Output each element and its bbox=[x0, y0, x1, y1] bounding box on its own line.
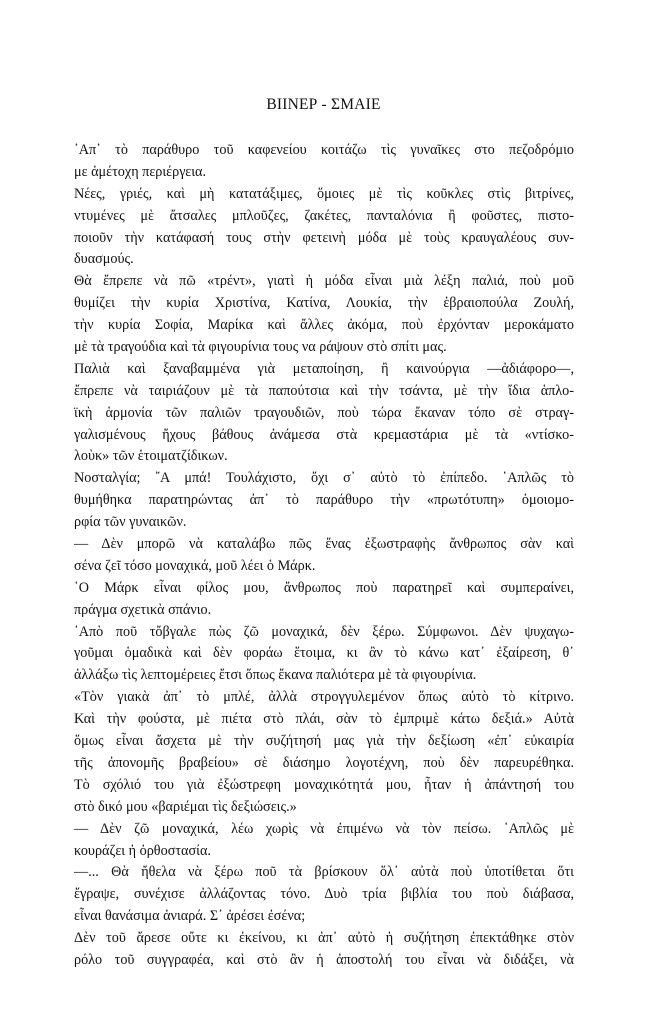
text-line: γαλισμένους ἤχους βάθους ἀνάμεσα στὰ κρεμαστάρια μὲ τὰ «ντίσκο- bbox=[74, 426, 574, 443]
text-line: ἔπρεπε νὰ ταιριάζουν μὲ τὰ παπούτσια καὶ τὴν τσάντα, μὲ τὴν ἴδια ἁπλο- bbox=[74, 382, 574, 399]
text-line: ᾿Απὸ ποῦ τὄβγαλε πὼς ζῶ μοναχικά, δὲν ξέρω. Σύμφωνοι. Δὲν ψυχαγω- bbox=[74, 623, 574, 640]
text-line: ἀλλάξω τὶς λεπτομέρειες ἔτσι ὅπως ἔκανα παλιότερα μὲ τὰ φιγουρίνια. bbox=[74, 667, 477, 684]
text-line: Τὸ σχόλιό του γιὰ ἐξώστρεφη μοναχικότητά μου, ἦταν ἡ ἀπάντησή του bbox=[74, 776, 574, 793]
text-line: πράγμα σχετικὰ σπάνιο. bbox=[74, 601, 212, 618]
text-line: Νέες, γριές, καὶ μὴ κατατάξιμες, ὅμοιες μὲ τὶς κοῦκλες στὶς βιτρίνες, bbox=[74, 185, 574, 202]
text-line: σένα ζεῖ τόσο μοναχικά, μοῦ λέει ὁ Μάρκ. bbox=[74, 557, 316, 574]
text-line: Θὰ ἔπρεπε νὰ πῶ «τρέντ», γιατὶ ἡ μόδα εἶναι μιὰ λέξη παλιά, ποὺ μοῦ bbox=[74, 273, 574, 290]
text-line: τὴν κυρία Σοφία, Μαρίκα καὶ ἄλλες ἀκόμα, ποὺ ἐρχόνταν μεροκάματο bbox=[74, 317, 574, 334]
text-line: τῆς ἀπονομῆς βραβείου» σὲ διάσημο λογοτέχνη, ποὺ δὲν παρευρέθηκα. bbox=[74, 754, 574, 771]
text-line: ρφία τῶν γυναικῶν. bbox=[74, 514, 187, 531]
text-line: ποιοῦν τὴν κατάφασή τους στὴν φετεινὴ μόδα μὲ τοὺς κραυγαλέους συν- bbox=[74, 229, 574, 246]
text-line: μὲ τὰ τραγούδια καὶ τὰ φιγουρίνια τους να ράψουν στὸ σπίτι μας. bbox=[74, 339, 447, 356]
text-line: ντυμένες μὲ ἄτσαλες μπλοῦζες, ζακέτες, πανταλόνια ἢ φοῦστες, πιστο- bbox=[74, 207, 574, 224]
text-line: ᾿Απ᾿ τὸ παράθυρο τοῦ καφενείου κοιτάζω τὶς γυναῖκες στο πεζοδρόμιο bbox=[74, 142, 574, 158]
text-line: ϊκὴ ἁρμονία τῶν παλιῶν τραγουδιῶν, ποὺ τώρα ἔκαναν τόπο σὲ στραγ- bbox=[74, 404, 574, 421]
text-line: γοῦμαι ὁμαδικὰ καὶ δὲν φοράω ἕτοιμα, κι ἂν τὸ κάνω κατ᾿ ἐξαίρεση, θ᾿ bbox=[74, 645, 574, 662]
text-line: «Τὸν γιακὰ ἀπ᾿ τὸ μπλέ, ἀλλὰ στρογγυλεμένον ὅπως αὐτὸ τὸ κίτρινο. bbox=[74, 689, 574, 706]
text-line: — Δὲν μπορῶ νὰ καταλάβω πῶς ἕνας ἐξωστραφὴς ἄνθρωπος σὰν καὶ bbox=[74, 536, 574, 553]
text-line: ῾Ο Μάρκ εἶναι φίλος μου, ἄνθρωπος ποὺ παρατηρεῖ καὶ συμπεραίνει, bbox=[74, 579, 574, 596]
text-line: —... Θὰ ἤθελα νὰ ξέρω ποῦ τὰ βρίσκουν ὅλ᾿ αὐτὰ ποὺ ὑποτίθεται ὅτι bbox=[74, 864, 574, 881]
text-line: θυμίζει τὴν κυρία Χριστίνα, Κατίνα, Λουκία, τὴν ἑβραιοπούλα Ζουλή, bbox=[74, 295, 574, 312]
text-line: Παλιὰ καὶ ξαναβαμμένα γιὰ μεταποίηση, ἢ καινούργια —ἀδιάφορο—, bbox=[74, 360, 574, 377]
text-line: κουράζει ἡ ὀρθοστασία. bbox=[74, 842, 211, 859]
text-line: ὅμως εἶναι ἄσχετα μὲ τὴν συζήτησή μας γιὰ τὴν δεξίωση «ἐπ᾿ εὐκαιρία bbox=[74, 733, 574, 750]
text-line: Καὶ τὴν φούστα, μὲ πιέτα στὸ πλάι, σὰν τὸ ἐμπριμὲ κάτω δεξιά.» Αὐτὰ bbox=[74, 711, 574, 728]
text-line: — Δὲν ζῶ μοναχικά, λέω χωρὶς νὰ ἐπιμένω νὰ τὸν πείσω. ῾Απλῶς μὲ bbox=[74, 820, 574, 837]
text-line: θυμήθηκα παρατηρώντας ἀπ᾿ τὸ παράθυρο τὴν «πρωτότυπη» ὁμοιομο- bbox=[74, 492, 574, 509]
text-line: δυασμούς. bbox=[74, 251, 134, 268]
text-line: στὸ δικό μου «βαριέμαι τὶς δεξιώσεις.» bbox=[74, 798, 297, 815]
text-line: εἶναι θανάσιμα ἀνιαρά. Σ᾿ ἀρέσει ἐσένα; bbox=[74, 908, 306, 925]
text-line: ρόλο τοῦ συγγραφέα, καὶ στὸ ἂν ἡ ἀποστολή του εἶναι νὰ διδάξει, νὰ bbox=[74, 951, 574, 968]
text-line: με ἀμέτοχη περιέργεια. bbox=[74, 163, 207, 180]
body-text bbox=[74, 140, 574, 972]
text-line: λοὺκ» τῶν ἑτοιματζίδικων. bbox=[74, 448, 228, 465]
text-line: Νοσταλγία; ῎Α μπά! Τουλάχιστο, ὄχι σ᾿ αὐτὸ τὸ ἐπίπεδο. ῾Απλῶς τὸ bbox=[74, 470, 574, 487]
chapter-title: ΒΙΙΝΕΡ - ΣΜΑΙΕ bbox=[266, 96, 381, 113]
text-line: Δὲν τοῦ ἄρεσε οὔτε κι ἐκείνου, κι ἀπ᾿ αὐτὸ ἡ συζήτηση ἐπεκτάθηκε στὸν bbox=[74, 930, 574, 947]
text-line: ἔγραψε, συνέχισε ἀλλάζοντας τόνο. Δυὸ τρία βιβλία του ποὺ διάβασα, bbox=[74, 886, 574, 903]
